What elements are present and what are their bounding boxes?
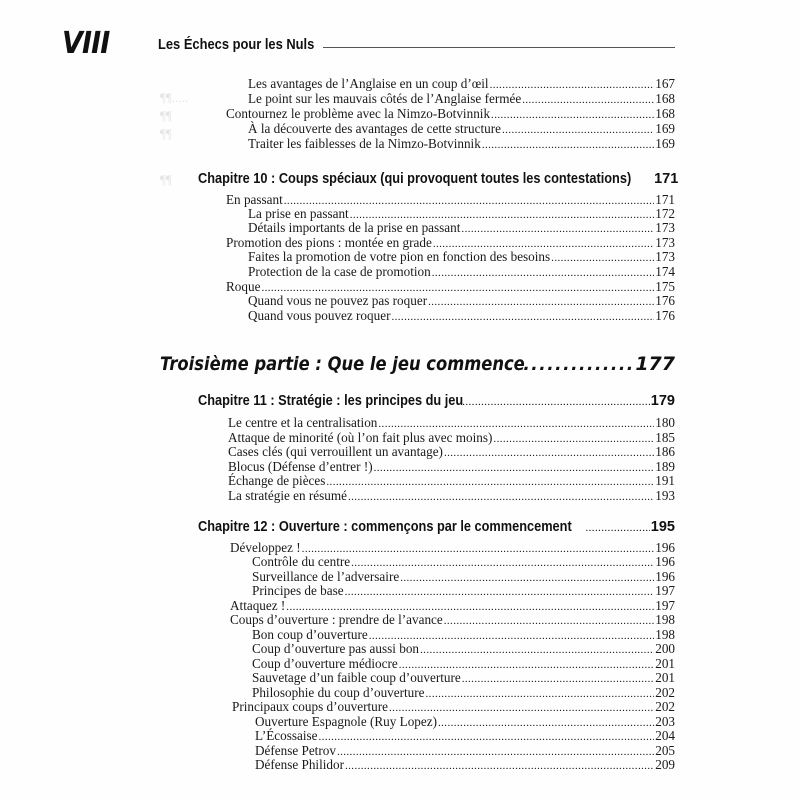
toc-entry-page: 198 (655, 612, 675, 627)
dot-leader (389, 700, 654, 715)
dot-leader (345, 584, 655, 599)
toc-entry[interactable] (226, 236, 675, 250)
toc-entry-label: Principes de base (252, 583, 344, 598)
toc-entry[interactable] (226, 193, 675, 207)
toc-entry-page: 202 (655, 699, 675, 714)
toc-entry-label: La prise en passant (248, 206, 349, 221)
dot-leader (432, 265, 654, 280)
toc-entry-page: 201 (655, 656, 675, 671)
toc-entry[interactable] (248, 221, 675, 235)
dot-leader (438, 715, 654, 730)
toc-entry-label: Coup d’ouverture médiocre (252, 656, 398, 671)
toc-entry-label: Contournez le problème avec la Nimzo-Botvinnik (226, 106, 491, 121)
toc-entry-page: 196 (655, 569, 675, 584)
toc-entry-label: Défense Philidor (255, 757, 344, 772)
toc-entry-page: 203 (655, 714, 675, 729)
toc-entry-page: 173 (655, 220, 675, 235)
toc-entry-label: Détails importants de la prise en passant (248, 220, 461, 235)
toc-entry[interactable] (255, 715, 675, 729)
toc-entry-page: 173 (655, 235, 675, 250)
dot-leader (444, 613, 654, 628)
toc-entry-page: 197 (655, 583, 675, 598)
bleed-through-text: ¶¶..... (160, 90, 189, 105)
toc-entry-page: 176 (655, 308, 675, 323)
toc-entry[interactable] (228, 489, 675, 503)
toc-entry-label: À la découverte des avantages de cette structure (248, 121, 502, 136)
toc-entry[interactable] (248, 294, 675, 308)
dot-leader (326, 474, 654, 489)
toc-entry-label: Bon coup d’ouverture (252, 627, 368, 642)
toc-entry-label: Traiter les faiblesses de la Nimzo-Botvinnik (248, 136, 481, 151)
page-folio: VIII (62, 26, 110, 61)
toc-entry-label: Quand vous ne pouvez pas roquer (248, 293, 428, 308)
toc-entry-page: 196 (655, 540, 675, 555)
dot-leader (319, 729, 655, 744)
toc-entry-label: Protection de la case de promotion (248, 264, 431, 279)
bleed-through-text: ¶¶ (160, 172, 172, 187)
toc-entry[interactable] (232, 700, 675, 714)
toc-entry[interactable] (252, 628, 675, 642)
toc-entry-label: En passant (226, 192, 283, 207)
dot-leader (426, 686, 655, 701)
toc-entry[interactable] (230, 613, 675, 627)
toc-entry-page: 169 (655, 121, 675, 136)
toc-entry-label: Ouverture Espagnole (Ruy Lopez) (255, 714, 437, 729)
dot-leader (523, 352, 634, 377)
toc-entry-label: Blocus (Défense d’entrer !) (228, 459, 373, 474)
part-title: Troisième partie : Que le jeu commence (160, 353, 525, 375)
toc-entry[interactable] (252, 686, 675, 700)
toc-entry-label: Les avantages de l’Anglaise en un coup d’œil (248, 76, 489, 91)
dot-leader (428, 294, 654, 309)
toc-chapter-12[interactable] (198, 518, 675, 536)
toc-entry-page: 167 (655, 76, 675, 91)
toc-entry-label: Contrôle du centre (252, 554, 351, 569)
chapter-title: Chapitre 11 : Stratégie : les principes du jeu (198, 393, 464, 409)
toc-entry-page: 175 (655, 279, 675, 294)
chapter-title: Chapitre 12 : Ouverture : commençons par le commencement (198, 519, 572, 535)
dot-leader (302, 541, 655, 556)
toc-entry-page: 205 (655, 743, 675, 758)
toc-entry-page: 200 (655, 641, 675, 656)
dot-leader (462, 671, 654, 686)
chapter-title: Chapitre 10 : Coups spéciaux (qui provoquent toutes les contestations) (198, 171, 632, 187)
toc-chapter-10[interactable] (198, 170, 679, 188)
toc-entry-label: Le centre et la centralisation (228, 415, 378, 430)
toc-entry-label: Promotion des pions : montée en grade (226, 235, 432, 250)
toc-entry-page: 185 (655, 430, 675, 445)
dot-leader (462, 392, 650, 411)
toc-entry[interactable] (248, 92, 675, 106)
toc-entry[interactable] (228, 416, 675, 430)
dot-leader (444, 445, 654, 460)
toc-entry-page: 186 (655, 444, 675, 459)
toc-entry-page: 168 (655, 106, 675, 121)
dot-leader (502, 122, 654, 137)
toc-entry-page: 191 (655, 473, 675, 488)
toc-entry[interactable] (248, 265, 675, 279)
toc-entry-label: Attaque de minorité (où l’on fait plus avec moins) (228, 430, 493, 445)
toc-entry-page: 204 (655, 728, 675, 743)
toc-entry-page: 198 (655, 627, 675, 642)
dot-leader (400, 570, 654, 585)
toc-chapter-11[interactable] (198, 392, 675, 410)
toc-entry[interactable] (248, 250, 675, 264)
chapter-page: 195 (650, 519, 675, 535)
bleed-through-text: ¶¶ (160, 108, 172, 123)
toc-entry[interactable] (252, 671, 675, 685)
toc-entry-page: 209 (655, 757, 675, 772)
toc-entry-label: Attaquez ! (230, 598, 286, 613)
toc-entry[interactable] (248, 122, 675, 136)
toc-entry[interactable] (255, 729, 675, 743)
toc-entry-label: Roque (226, 279, 261, 294)
toc-entry-page: 189 (655, 459, 675, 474)
toc-entry-label: Le point sur les mauvais côtés de l’Anglaise fermée (248, 91, 522, 106)
toc-entry-page: 168 (655, 91, 675, 106)
toc-entry[interactable] (248, 77, 675, 91)
toc-entry-label: Faites la promotion de votre pion en fonction des besoins (248, 249, 551, 264)
dot-leader (522, 92, 654, 107)
toc-entry[interactable] (228, 445, 675, 459)
toc-entry-label: Philosophie du coup d’ouverture (252, 685, 425, 700)
toc-entry[interactable] (252, 642, 675, 656)
toc-entry-label: Développez ! (230, 540, 301, 555)
toc-entry[interactable] (252, 570, 675, 584)
toc-entry[interactable] (228, 431, 675, 445)
chapter-page: 179 (650, 393, 675, 409)
part-page: 177 (635, 353, 675, 375)
dot-leader (482, 137, 654, 152)
toc-entry-page: 202 (655, 685, 675, 700)
toc-entry[interactable] (252, 657, 675, 671)
chapter-page: 171 (654, 171, 679, 187)
dot-leader (461, 221, 654, 236)
toc-entry[interactable] (248, 207, 675, 221)
toc-entry-page: 196 (655, 554, 675, 569)
toc-entry[interactable] (252, 555, 675, 569)
dot-leader (374, 460, 655, 475)
toc-entry[interactable] (226, 107, 675, 121)
toc-entry-page: 171 (655, 192, 675, 207)
toc-entry-label: Surveillance de l’adversaire (252, 569, 400, 584)
dot-leader (551, 250, 654, 265)
toc-entry-label: La stratégie en résumé (228, 488, 347, 503)
bleed-through-text: ¶¶ (160, 126, 172, 141)
toc-entry-page: 180 (655, 415, 675, 430)
toc-entry-page: 193 (655, 488, 675, 503)
toc-entry-label: L’Écossaise (255, 728, 318, 743)
toc-entry[interactable] (228, 460, 675, 474)
toc-entry[interactable] (248, 137, 675, 151)
toc-entry[interactable] (252, 584, 675, 598)
toc-entry[interactable] (228, 474, 675, 488)
dot-leader (348, 489, 654, 504)
toc-entry-label: Échange de pièces (228, 473, 326, 488)
header-rule (323, 47, 675, 48)
toc-entry-page: 197 (655, 598, 675, 613)
toc-entry[interactable] (230, 599, 675, 613)
dot-leader (351, 555, 654, 570)
dot-leader (490, 77, 655, 92)
toc-entry-page: 169 (655, 136, 675, 151)
toc-entry-label: Cases clés (qui verrouillent un avantage) (228, 444, 443, 459)
dot-leader (391, 309, 654, 324)
toc-entry-page: 173 (655, 249, 675, 264)
toc-entry[interactable] (255, 744, 675, 758)
dot-leader (378, 416, 654, 431)
toc-entry-label: Coups d’ouverture : prendre de l’avance (230, 612, 443, 627)
toc-entry[interactable] (226, 280, 675, 294)
toc-entry[interactable] (248, 309, 675, 323)
toc-entry-page: 174 (655, 264, 675, 279)
dot-leader (491, 107, 654, 122)
toc-entry-label: Quand vous pouvez roquer (248, 308, 391, 323)
toc-entry-label: Coup d’ouverture pas aussi bon (252, 641, 420, 656)
toc-entry-page: 201 (655, 670, 675, 685)
running-title: Les Échecs pour les Nuls (158, 36, 315, 53)
dot-leader (337, 744, 654, 759)
dot-leader (420, 642, 654, 657)
toc-entry[interactable] (230, 541, 675, 555)
toc-entry-label: Défense Petrov (255, 743, 336, 758)
toc-entry-page: 176 (655, 293, 675, 308)
toc-entry-label: Sauvetage d’un faible coup d’ouverture (252, 670, 461, 685)
dot-leader (586, 518, 650, 537)
toc-entry-page: 172 (655, 206, 675, 221)
toc-entry-label: Principaux coups d’ouverture (232, 699, 389, 714)
toc-part-3[interactable] (160, 352, 675, 376)
dot-leader (493, 431, 654, 446)
dot-leader (345, 758, 654, 773)
toc-entry[interactable] (255, 758, 675, 772)
